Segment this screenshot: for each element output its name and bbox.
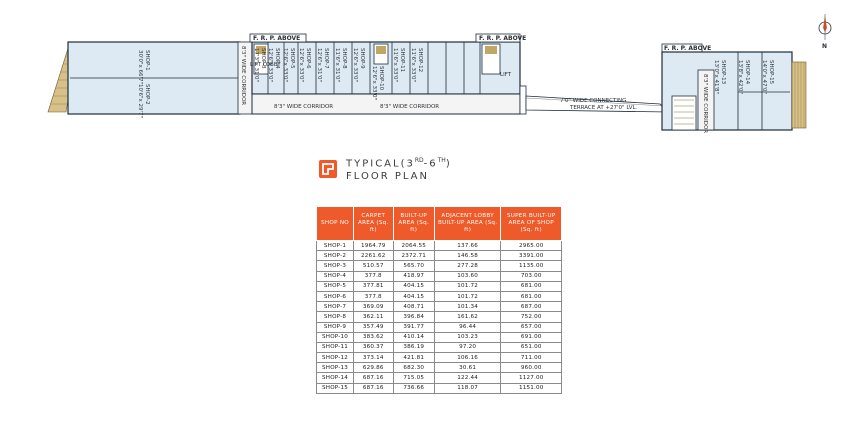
table-cell: 103.23 xyxy=(434,332,501,342)
frp-label-2: F. R. P. ABOVE xyxy=(479,35,527,42)
table-cell: 391.77 xyxy=(393,322,434,332)
shop-label-name: SHOP-1 xyxy=(144,50,150,71)
table-cell: 657.00 xyxy=(501,322,562,332)
table-cell: 369.09 xyxy=(354,302,394,312)
shop-label-dims: 12'6"x 33'0" xyxy=(282,48,288,83)
table-cell: 736.66 xyxy=(393,383,434,393)
shop-label-dims: 10'6"x 29'7" xyxy=(137,84,143,119)
table-cell: SHOP-2 xyxy=(317,251,354,261)
table-cell: 362.11 xyxy=(354,312,394,322)
shop-label-dims: 13'0"x 41'8" xyxy=(713,60,719,95)
table-cell: 2064.55 xyxy=(393,241,434,251)
table-cell: 565.70 xyxy=(393,261,434,271)
table-cell: 96.44 xyxy=(434,322,501,332)
shop-label-name: SHOP-14 xyxy=(744,60,750,85)
table-cell: 2261.62 xyxy=(354,251,394,261)
shop-label-dims: 11'6"x 31'0" xyxy=(334,48,340,83)
shop-label-dims: 12'6"x 33'0" xyxy=(267,48,273,83)
table-cell: 373.14 xyxy=(354,353,394,363)
table-row xyxy=(317,312,562,322)
shop-label-dims: 17'3"x 31'0" xyxy=(253,48,259,83)
table-row xyxy=(317,271,562,281)
terrace-label-2: TERRACE AT +27'0" LVL. xyxy=(570,105,638,111)
table-cell: 377.8 xyxy=(354,291,394,301)
shop-label-dims: 12'6"x 31'0" xyxy=(316,48,322,83)
table-cell: 360.37 xyxy=(354,342,394,352)
table-cell: SHOP-6 xyxy=(317,291,354,301)
table-cell: 1135.00 xyxy=(501,261,562,271)
table-row xyxy=(317,251,562,261)
table-cell: 421.81 xyxy=(393,353,434,363)
table-cell: 651.00 xyxy=(501,342,562,352)
shop-label-name: SHOP-10 xyxy=(378,66,384,91)
shop-label-name: SHOP-8 xyxy=(341,48,347,69)
header-carpet-area: CARPET AREA (Sq. ft) xyxy=(354,207,394,241)
table-cell: 1964.79 xyxy=(354,241,394,251)
table-cell: 682.30 xyxy=(393,363,434,373)
shop-label-name: SHOP-2 xyxy=(144,84,150,105)
table-cell: 2965.00 xyxy=(501,241,562,251)
header-shop-no: SHOP NO xyxy=(317,207,354,241)
table-row xyxy=(317,302,562,312)
table-cell: 1127.00 xyxy=(501,373,562,383)
north-label: N xyxy=(822,43,828,50)
shop-label-name: SHOP-4 xyxy=(274,48,280,69)
table-row xyxy=(317,342,562,352)
table-cell: SHOP-8 xyxy=(317,312,354,322)
table-cell: 681.00 xyxy=(501,281,562,291)
table-cell: SHOP-9 xyxy=(317,322,354,332)
shop-label-dims: 30'0"x 66'7" xyxy=(137,50,143,85)
shop-label-dims: 11'6"x 33'0" xyxy=(410,48,416,83)
table-cell: 161.62 xyxy=(434,312,501,322)
table-row xyxy=(317,383,562,393)
shop-label-name: SHOP-15 xyxy=(768,60,774,85)
table-row xyxy=(317,322,562,332)
plan-heading-line-1: TYPICAL(3RD-6TH) xyxy=(346,157,452,170)
table-cell: 711.00 xyxy=(501,353,562,363)
table-cell: 122.44 xyxy=(434,373,501,383)
table-cell: 629.86 xyxy=(354,363,394,373)
table-cell: 101.72 xyxy=(434,291,501,301)
table-cell: 118.07 xyxy=(434,383,501,393)
table-cell: 3391.00 xyxy=(501,251,562,261)
table-cell: SHOP-7 xyxy=(317,302,354,312)
table-cell: 410.14 xyxy=(393,332,434,342)
table-row xyxy=(317,241,562,251)
header-lobby-area: ADJACENT LOBBY BUILT-UP AREA (Sq. ft) xyxy=(434,207,501,241)
plan-heading xyxy=(318,156,452,182)
shop-label-name: SHOP-6 xyxy=(305,48,311,69)
table-cell: 101.72 xyxy=(434,281,501,291)
table-cell: 357.49 xyxy=(354,322,394,332)
table-cell: 404.15 xyxy=(393,281,434,291)
table-row xyxy=(317,332,562,342)
table-cell: 2372.71 xyxy=(393,251,434,261)
lift-label: LIFT xyxy=(500,72,512,78)
shop-label-name: SHOP-12 xyxy=(417,48,423,73)
table-cell: SHOP-4 xyxy=(317,271,354,281)
table-cell: 383.62 xyxy=(354,332,394,342)
frp-label-1: F. R. P. ABOVE xyxy=(253,35,301,42)
table-row xyxy=(317,291,562,301)
header-built-up-area: BUILT-UP AREA (Sq. ft) xyxy=(393,207,434,241)
table-cell: SHOP-14 xyxy=(317,373,354,383)
table-cell: SHOP-11 xyxy=(317,342,354,352)
table-row xyxy=(317,281,562,291)
table-cell: 408.71 xyxy=(393,302,434,312)
table-cell: SHOP-5 xyxy=(317,281,354,291)
shop-label-dims: 12'6"x 33'0" xyxy=(371,66,377,101)
table-cell: SHOP-13 xyxy=(317,363,354,373)
header-super-built-up-area: SUPER BUILT-UP AREA OF SHOP (Sq. ft) xyxy=(501,207,562,241)
table-cell: 106.16 xyxy=(434,353,501,363)
shop-label-name: SHOP-13 xyxy=(720,60,726,85)
shop-label-dims: 12'6"x 33'0" xyxy=(298,48,304,83)
table-cell: 30.61 xyxy=(434,363,501,373)
table-cell: 377.81 xyxy=(354,281,394,291)
floor-plan xyxy=(0,0,867,140)
table-cell: SHOP-12 xyxy=(317,353,354,363)
table-cell: 146.58 xyxy=(434,251,501,261)
corridor-horizontal-label-2: 8'3" WIDE CORRIDOR xyxy=(380,104,440,110)
table-cell: 510.57 xyxy=(354,261,394,271)
table-cell: 277.28 xyxy=(434,261,501,271)
table-cell: 715.05 xyxy=(393,373,434,383)
table-cell: SHOP-10 xyxy=(317,332,354,342)
shop-label-name: SHOP-7 xyxy=(323,48,329,69)
table-row xyxy=(317,363,562,373)
lift-lobby-label: LIFT LOBBY xyxy=(250,62,281,68)
table-cell: 418.97 xyxy=(393,271,434,281)
table-cell: 960.00 xyxy=(501,363,562,373)
table-cell: 687.00 xyxy=(501,302,562,312)
floor-plan-icon xyxy=(318,159,338,179)
shop-label-name: SHOP-5 xyxy=(289,48,295,69)
table-cell: 1151.00 xyxy=(501,383,562,393)
table-cell: 97.20 xyxy=(434,342,501,352)
shop-label-dims: 13'8"x 42'0" xyxy=(737,60,743,95)
table-cell: 404.15 xyxy=(393,291,434,301)
table-cell: 703.00 xyxy=(501,271,562,281)
corridor-vertical-label: 8'3" WIDE CORRIDOR xyxy=(240,46,246,106)
table-cell: SHOP-1 xyxy=(317,241,354,251)
north-arrow-icon xyxy=(819,14,831,40)
table-cell: 103.60 xyxy=(434,271,501,281)
table-row xyxy=(317,353,562,363)
shop-label-name: SHOP-3 xyxy=(260,48,266,69)
table-cell: 377.8 xyxy=(354,271,394,281)
shop-label-name: SHOP-9 xyxy=(359,48,365,69)
table-cell: 396.84 xyxy=(393,312,434,322)
table-cell: 137.66 xyxy=(434,241,501,251)
table-row xyxy=(317,261,562,271)
terrace-label-1: 7'0" WIDE CONNECTING xyxy=(560,98,627,104)
frp-label-3: F. R. P. ABOVE xyxy=(664,45,712,52)
area-table xyxy=(316,206,562,394)
plan-heading-line-2: FLOOR PLAN xyxy=(346,170,429,182)
table-cell: 752.00 xyxy=(501,312,562,322)
area-table-header xyxy=(317,207,562,241)
shop-label-dims: 12'6"x 33'0" xyxy=(352,48,358,83)
table-cell: SHOP-15 xyxy=(317,383,354,393)
corridor-right-label: 8'3" WIDE CORRIDOR xyxy=(702,74,708,134)
table-cell: 687.16 xyxy=(354,373,394,383)
table-cell: 101.34 xyxy=(434,302,501,312)
table-row xyxy=(317,373,562,383)
shop-label-name: SHOP-11 xyxy=(399,48,405,73)
table-cell: 691.00 xyxy=(501,332,562,342)
table-cell: 386.19 xyxy=(393,342,434,352)
table-cell: SHOP-3 xyxy=(317,261,354,271)
table-cell: 681.00 xyxy=(501,291,562,301)
table-cell: 687.16 xyxy=(354,383,394,393)
shop-label-dims: 14'0"x 47'0" xyxy=(761,60,767,95)
shop-label-dims: 11'6"x 33'0" xyxy=(392,48,398,83)
corridor-horizontal-label-1: 8'3" WIDE CORRIDOR xyxy=(274,104,334,110)
